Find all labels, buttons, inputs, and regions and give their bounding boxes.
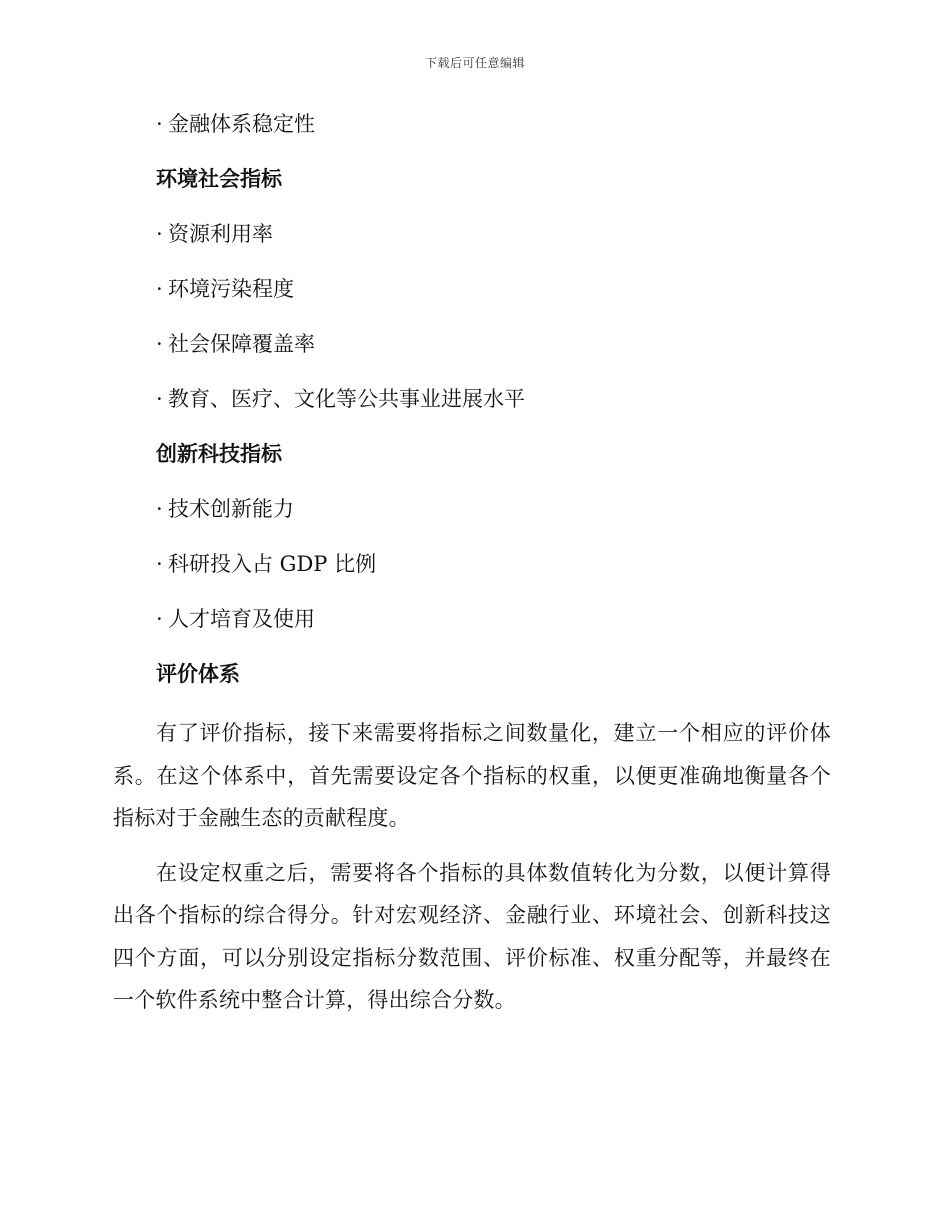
paragraph: 有了评价指标，接下来需要将指标之间数量化，建立一个相应的评价体系。在这个体系中，首先需要设定各个指标的权重，以便更准确地衡量各个指标对于金融生态的贡献程度。	[113, 721, 831, 830]
list-item	[113, 217, 831, 251]
list-item-text: 技术创新能力	[168, 497, 294, 521]
list-item	[113, 107, 831, 141]
bullet-icon: ·	[156, 332, 163, 356]
paragraph: 在设定权重之后，需要将各个指标的具体数值转化为分数，以便计算得出各个指标的综合得分。针对宏观经济、金融行业、环境社会、创新科技这四个方面，可以分别设定指标分数范围、评价标准、权重分配等，并最终在一个软件系统中整合计算，得出综合分数。	[113, 860, 831, 1012]
bullet-icon: ·	[156, 552, 163, 576]
list-item	[113, 547, 831, 581]
list-item-text: 社会保障覆盖率	[168, 332, 315, 356]
bullet-icon: ·	[156, 222, 163, 246]
list-item	[113, 327, 831, 361]
page-header: 下载后可任意编辑	[424, 56, 525, 70]
list-item	[113, 602, 831, 636]
bullet-icon: ·	[156, 607, 163, 631]
list-item	[113, 272, 831, 306]
list-item-text: 金融体系稳定性	[168, 112, 315, 136]
list-item	[113, 382, 831, 416]
section-heading: 创新科技指标	[156, 442, 282, 466]
list-item-text: 教育、医疗、文化等公共事业进展水平	[168, 387, 525, 411]
bullet-icon: ·	[156, 112, 163, 136]
bullet-icon: ·	[156, 277, 163, 301]
section-heading: 评价体系	[156, 662, 240, 686]
list-item	[113, 492, 831, 526]
list-item-text: 科研投入占 GDP 比例	[168, 552, 377, 576]
bullet-icon: ·	[156, 387, 163, 411]
section-heading: 环境社会指标	[156, 167, 282, 191]
list-item-text: 环境污染程度	[168, 277, 294, 301]
list-item-text: 人才培育及使用	[168, 607, 315, 631]
list-item-text: 资源利用率	[168, 222, 273, 246]
document-body	[113, 107, 831, 1034]
bullet-icon: ·	[156, 497, 163, 521]
